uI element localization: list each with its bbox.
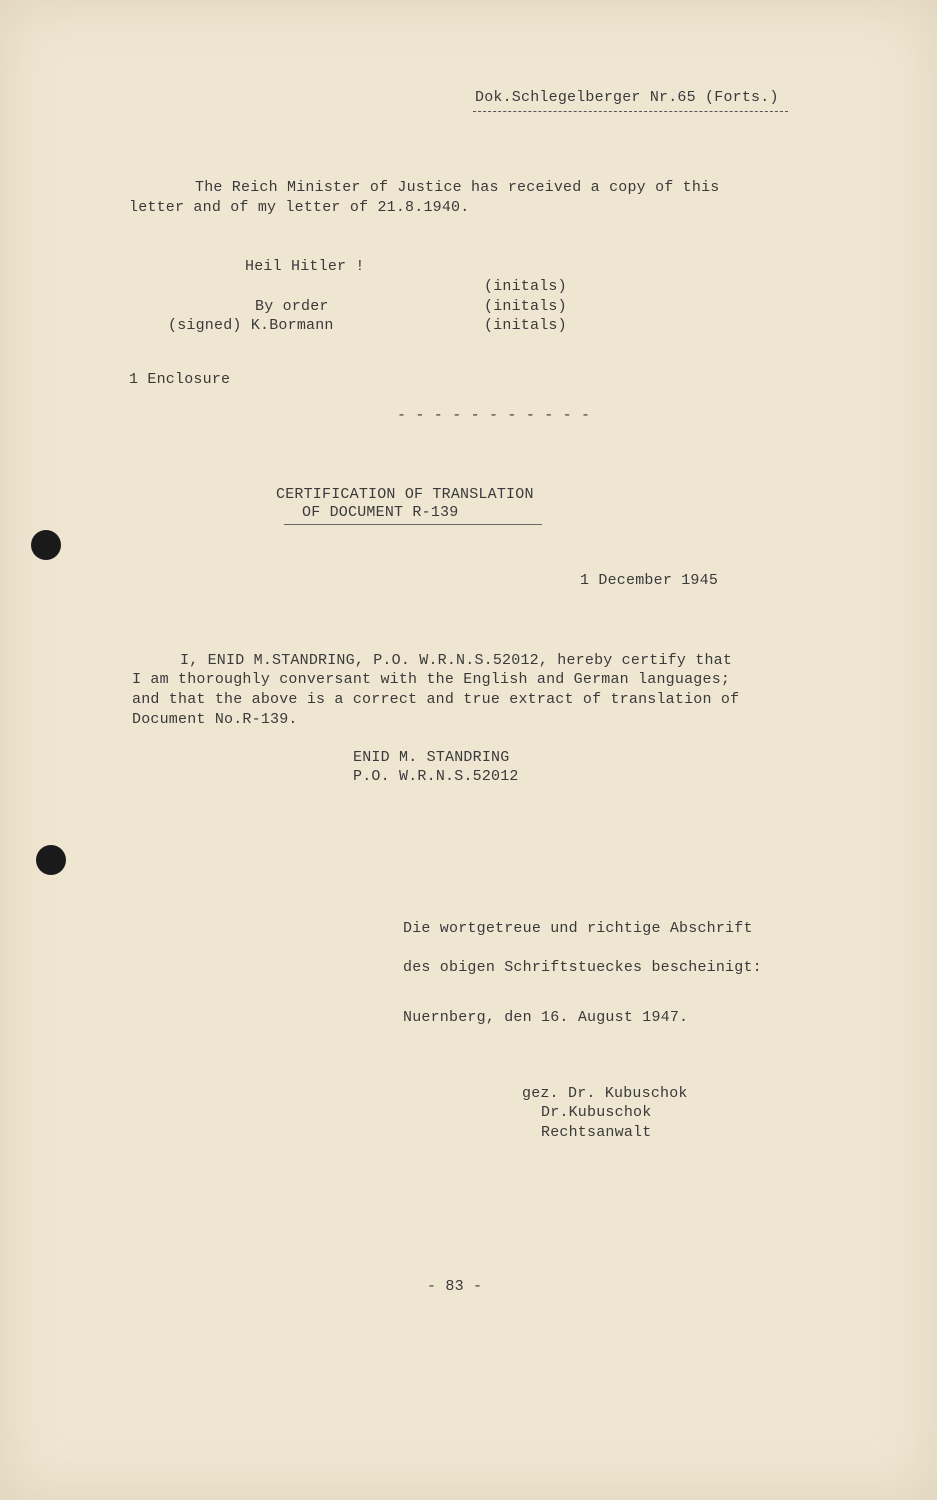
- punch-hole-bottom: [36, 845, 66, 875]
- page-number: - 83 -: [427, 1278, 483, 1295]
- section-separator: - - - - - - - - - - -: [397, 407, 591, 424]
- certifier-rank: P.O. W.R.N.S.52012: [353, 768, 519, 785]
- certification-body-line-2: I am thoroughly conversant with the English and German languages;: [132, 671, 731, 688]
- attestation-signer-title: Rechtsanwalt: [541, 1124, 652, 1141]
- certification-title-line-2: OF DOCUMENT R-139: [302, 504, 459, 521]
- certification-body-line-1: I, ENID M.STANDRING, P.O. W.R.N.S.52012, hereby certify that: [180, 652, 733, 669]
- initials-1: (initals): [484, 278, 567, 295]
- punch-hole-top: [31, 530, 61, 560]
- initials-3: (initals): [484, 317, 567, 334]
- attestation-line-1: Die wortgetreue und richtige Abschrift: [403, 920, 753, 937]
- certification-body-line-4: Document No.R-139.: [132, 711, 298, 728]
- attestation-signer-name: Dr.Kubuschok: [541, 1104, 652, 1121]
- certification-body-line-3: and that the above is a correct and true extract of translation of: [132, 691, 740, 708]
- letter-paragraph-line-2: letter and of my letter of 21.8.1940.: [129, 199, 470, 216]
- initials-2: (initals): [484, 298, 567, 315]
- certification-title-line-1: CERTIFICATION OF TRANSLATION: [276, 486, 534, 503]
- document-reference: Dok.Schlegelberger Nr.65 (Forts.): [475, 89, 779, 106]
- attestation-line-2: des obigen Schriftstueckes bescheinigt:: [403, 959, 762, 976]
- attestation-place-date: Nuernberg, den 16. August 1947.: [403, 1009, 689, 1026]
- reference-underline: [473, 111, 788, 112]
- enclosure-note: 1 Enclosure: [129, 371, 231, 388]
- certifier-name: ENID M. STANDRING: [353, 749, 510, 766]
- by-order: By order: [255, 298, 329, 315]
- certification-title-underline: [284, 524, 542, 525]
- salutation: Heil Hitler !: [245, 258, 365, 275]
- certification-date: 1 December 1945: [580, 572, 719, 589]
- signed-bormann: (signed) K.Bormann: [168, 317, 334, 334]
- attestation-signed: gez. Dr. Kubuschok: [522, 1085, 688, 1102]
- letter-paragraph-line-1: The Reich Minister of Justice has received a copy of this: [195, 179, 720, 196]
